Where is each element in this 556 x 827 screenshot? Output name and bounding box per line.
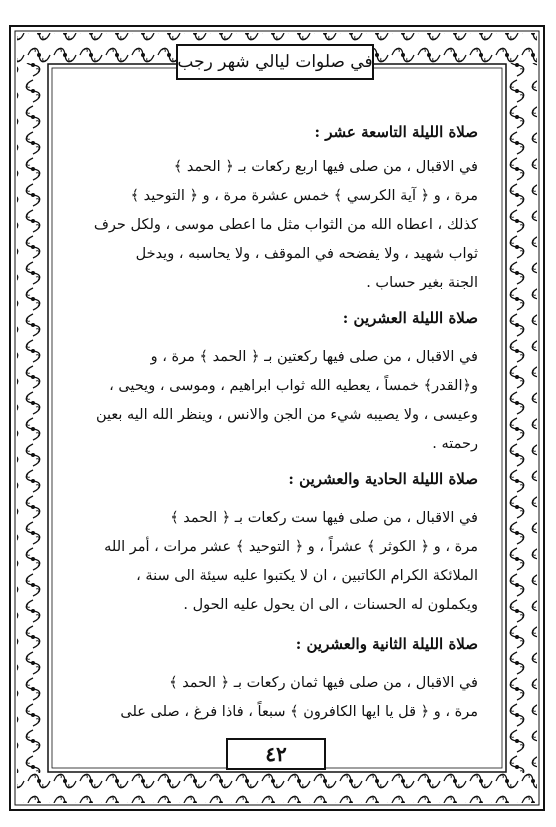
page-number: ٤٢ xyxy=(265,742,287,766)
section-title: صلاة الليلة التاسعة عشر : xyxy=(314,123,478,141)
page-content xyxy=(84,118,478,727)
paragraph-line: و﴿القدر﴾ خمساً ، يعطيه الله ثواب ابراهيم ، وموسى ، ويحيى ، xyxy=(109,378,478,394)
paragraph-line: في الاقبال ، من صلى فيها ثمان ركعات بـ ﴿ الحمد ﴾ xyxy=(169,675,478,691)
paragraph-line: في الاقبال ، من صلى فيها ست ركعات بـ ﴿ الحمد ﴾ xyxy=(170,510,478,526)
paragraph-line: في الاقبال ، من صلى فيها ركعتين بـ ﴿ الحمد ﴾ مرة ، و xyxy=(150,349,478,365)
section-title: صلاة الليلة العشرين : xyxy=(342,309,478,327)
paragraph-line: ثواب شهيد ، ولا يفضحه في الموقف ، ولا يحاسبه ، ويدخل xyxy=(135,246,478,262)
paragraph-line: الملائكة الكرام الكاتبين ، ان لا يكتبوا عليه سيئة الى سنة ، xyxy=(136,568,478,584)
paragraph-line: ويكملون له الحسنات ، الى ان يحول عليه الحول . xyxy=(183,597,478,613)
page-number-box xyxy=(226,738,326,770)
section-title: صلاة الليلة الحادية والعشرين : xyxy=(288,470,478,488)
paragraph-line: مرة ، و ﴿ آية الكرسي ﴾ خمس عشرة مرة ، و ﴿ التوحيد ﴾ xyxy=(130,188,478,204)
paragraph-line: الجنة بغير حساب . xyxy=(366,275,478,291)
paragraph-line: في الاقبال ، من صلى فيها اربع ركعات بـ ﴿ الحمد ﴾ xyxy=(173,159,478,175)
section-title: صلاة الليلة الثانية والعشرين : xyxy=(295,635,478,653)
paragraph-line: مرة ، و ﴿ قل يا ايها الكافرون ﴾ سبعاً ، فاذا فرغ ، صلى على xyxy=(120,704,478,720)
paragraph-line: مرة ، و ﴿ الكوثر ﴾ عشراً ، و ﴿ التوحيد ﴾ عشر مرات ، أمر الله xyxy=(104,539,478,555)
paragraph-line: رحمته . xyxy=(432,436,478,452)
paragraph-line: كذلك ، اعطاه الله من الثواب مثل ما اعطى موسى ، ولكل حرف xyxy=(93,217,478,233)
running-header: في صلوات ليالي شهر رجب xyxy=(177,52,373,72)
running-header-box xyxy=(176,44,374,80)
paragraph-line: وعيسى ، ولا يصيبه شيء من الجن والانس ، وينظر الله اليه بعين xyxy=(95,407,478,423)
